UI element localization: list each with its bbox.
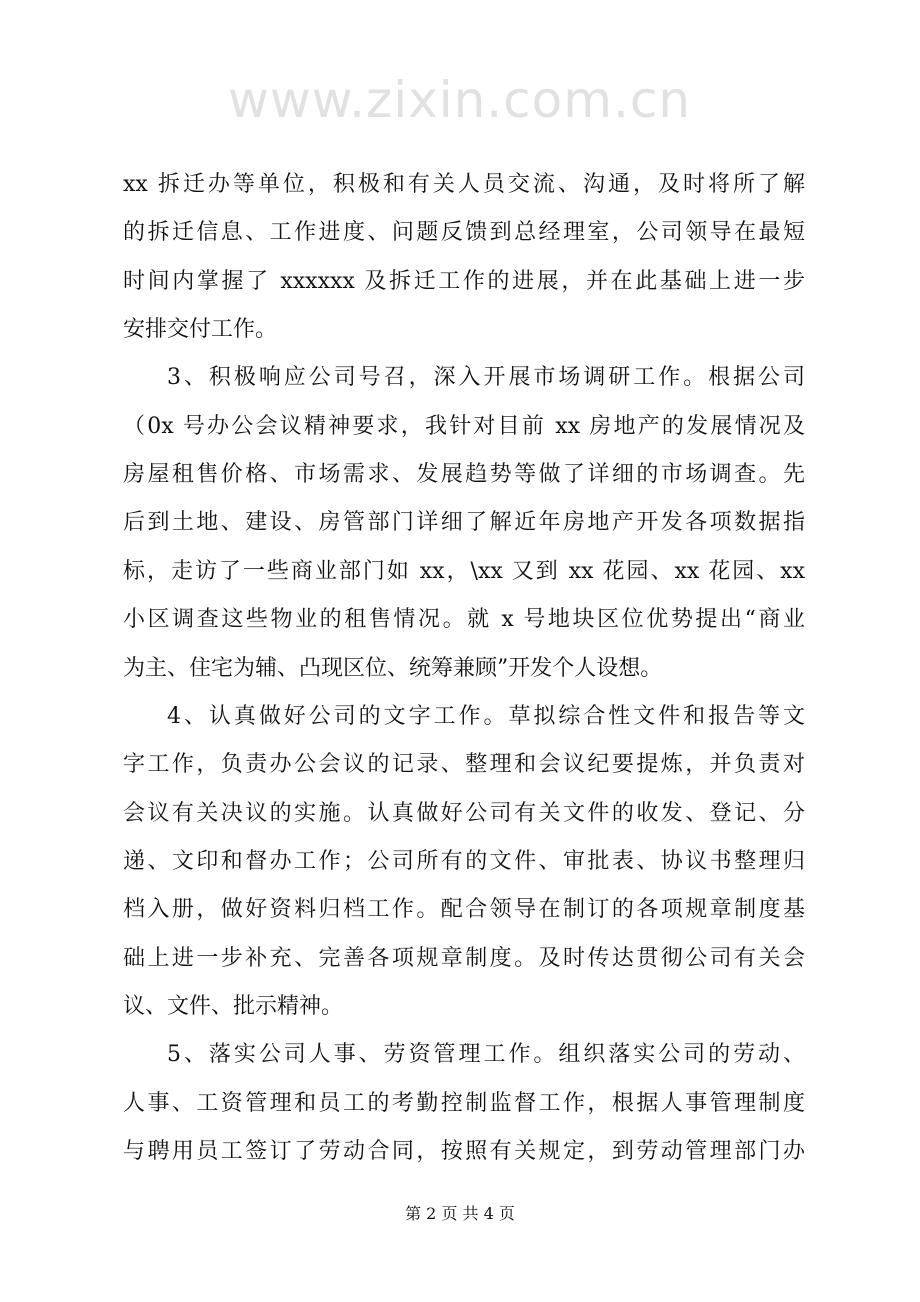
text-line: 3、积极响应公司号召，深入开展市场调研工作。根据公司 [167,365,805,391]
watermark: www.zixin.com.cn [228,71,692,129]
text-line: 档入册，做好资料归档工作。配合领导在制订的各项规章制度基 [123,897,805,923]
text-line: 后到土地、建设、房管部门详细了解近年房地产开发各项数据指 [123,510,805,536]
text-line: 4、认真做好公司的文字工作。草拟综合性文件和报告等文 [167,703,805,729]
page-footer: 第 2 页 共 4 页 [405,1204,515,1223]
text-line: xx 拆迁办等单位，积极和有关人员交流、沟通，及时将所了解 [123,172,805,197]
text-line: 与聘用员工签订了劳动合同，按照有关规定，到劳动管理部门办 [123,1139,805,1164]
text-line: 会议有关决议的实施。认真做好公司有关文件的收发、登记、分 [123,800,805,826]
text-line: 递、文印和督办工作；公司所有的文件、审批表、协议书整理归 [123,848,805,874]
text-line: 安排交付工作。 [123,317,278,343]
text-line: 5、落实公司人事、劳资管理工作。组织落实公司的劳动、 [167,1042,805,1068]
text-line: 人事、工资管理和员工的考勤控制监督工作，根据人事管理制度 [123,1090,805,1116]
text-line: 小区调查这些物业的租售情况。就 x 号地块区位优势提出“商业 [123,607,805,633]
text-line: 标，走访了一些商业部门如 xx，\xx 又到 xx 花园、xx 花园、xx [123,558,805,584]
text-line: 议、文件、批示精神。 [123,993,344,1019]
text-line: 字工作，负责办公会议的记录、整理和会议纪要提炼，并负责对 [123,752,805,778]
text-line: （0x 号办公会议精神要求，我针对目前 xx 房地产的发展情况及 [123,413,805,439]
text-line: 为主、住宅为辅、凸现区位、统筹兼顾”开发个人设想。 [123,655,663,681]
text-line: 的拆迁信息、工作进度、问题反馈到总经理室，公司领导在最短 [123,220,805,246]
text-line: 房屋租售价格、市场需求、发展趋势等做了详细的市场调查。先 [123,462,805,488]
text-line: 时间内掌握了 xxxxxx 及拆迁工作的进展，并在此基础上进一步 [123,268,805,294]
text-line: 础上进一步补充、完善各项规章制度。及时传达贯彻公司有关会 [123,945,805,971]
